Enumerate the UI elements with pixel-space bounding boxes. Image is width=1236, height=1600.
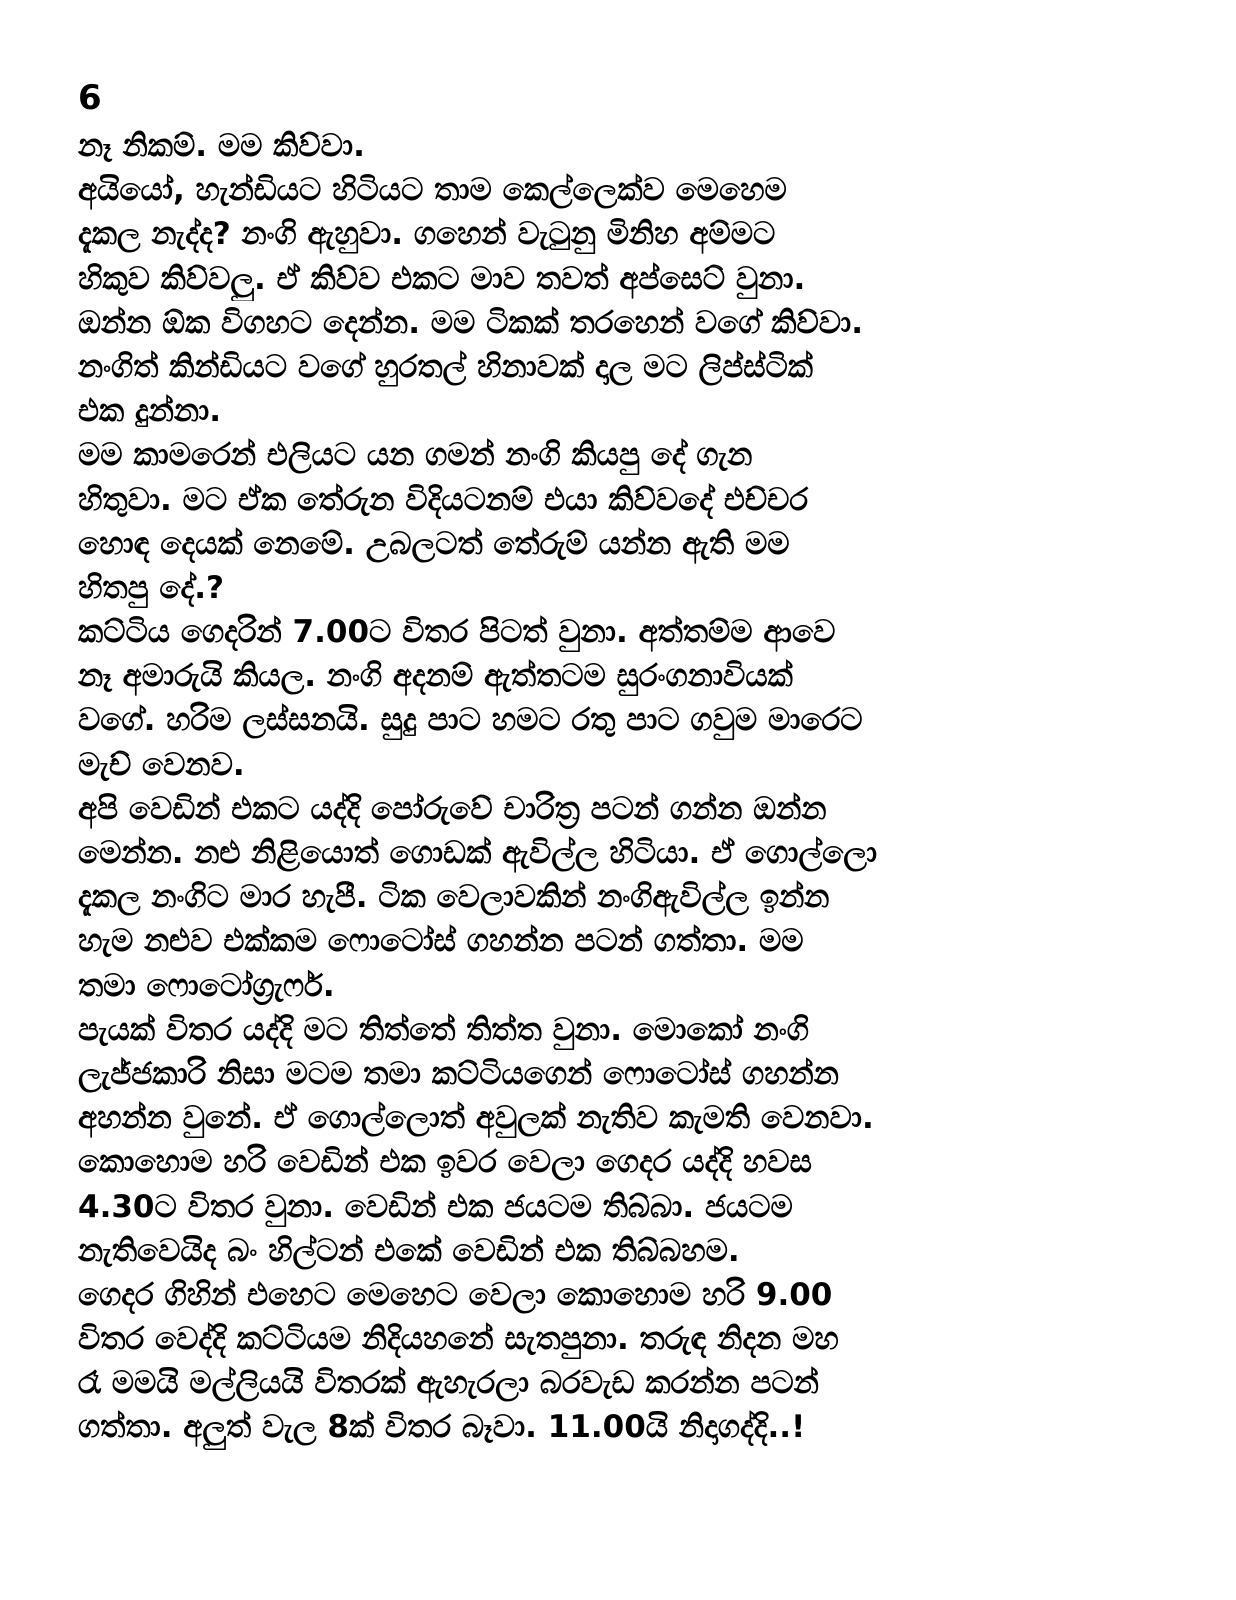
body-text (78, 124, 1158, 1450)
text-line: ඔන්න ඕක විගහට දෙන්න. මම ටිකක් තරහෙන් වගේ කිව්වා. (78, 304, 864, 341)
text-line: වගේ. හරිම ලස්සනයි. සුදු පාට හමට රතු පාට ගවුම මාරෙට (78, 702, 863, 739)
text-line: හිකුව කිව්වලු. ඒ කිව්ව එකට මාව තවත් අප්සෙට් වුනා. (78, 260, 806, 297)
text-line: හොඳ දෙයක් නෙමේ. උබලටත් තේරුම් යන්න ඇති මම (78, 525, 790, 562)
text-line: දැකල නංගිට මාර හැපී. ටික වෙලාවකින් නංගිඇවිල්ල ඉන්න (78, 879, 830, 916)
text-line: හිතපු දේ.? (78, 569, 224, 606)
text-line: දැකල නැද්ද? නංගි ඇහුවා. ගහෙන් වැටුනු මිනිහ අම්මට (78, 216, 776, 253)
text-line: අයියෝ, හැන්ඩියට හිටියට තාම කෙල්ලෙක්ව මෙහෙම (78, 172, 787, 209)
text-line: විතර වෙද්දි කට්ටියම නිදියහනේ සැතපුනා. තරුඳ නිදන මහ (78, 1321, 839, 1358)
text-line: ලැජ්ජකාරි නිසා මටම තමා කට්ටියගෙන් ෆොටෝස් ගහන්න (78, 1055, 839, 1092)
text-line: මැච් වෙනව. (78, 746, 245, 783)
text-line: කොහොම හරි වෙඩින් එක ඉවර වෙලා ගෙදර යද්දි හවස (78, 1144, 812, 1181)
text-line: පැයක් විතර යද්දි මට තිත්තේ තිත්ත වුනා. මොකෝ නංගි (78, 1011, 809, 1048)
text-line: නංගිත් කින්ඩියට වගේ හුරතල් හිනාවක් දාල මට ලිප්ස්ටික් (78, 348, 813, 385)
text-line: 4.30ට විතර වුනා. වෙඩින් එක ජයටම තිබ්බා. ජයටම (78, 1188, 793, 1225)
text-line: එක දුන්නා. (78, 393, 222, 430)
text-line: හැම නළුව එක්කම ෆොටෝස් ගහන්න පටන් ගත්තා. මම (78, 923, 804, 960)
document-page (78, 72, 1158, 1572)
text-line: රෑ මමයි මල්ලියයි විතරක් ඇහැරලා බරවැඩ කරන්න පටන් (78, 1365, 819, 1402)
text-line: තමා ෆොටෝග්‍රැෆර්. (78, 967, 335, 1004)
text-line: අහන්න වුනේ. ඒ ගොල්ලොත් අවුලක් නැතිව කැමති වෙනවා. (78, 1100, 874, 1137)
text-line: ගත්තා. අලුත් වැල 8ක් විතර බෑවා. 11.00යි නිදාගද්දි..! (78, 1409, 806, 1446)
text-line: කට්ටිය ගෙදරින් 7.00ට විතර පිටත් වුනා. අත්තම්ම ආවෙ (78, 614, 836, 651)
text-line: නෑ අමාරුයි කියල. නංගි අදනම් ඇත්තටම සුරංගනාවියක් (78, 658, 793, 695)
text-line: අපි වෙඩින් එකට යද්දි පෝරුවේ චාරිත්‍ර පටන් ගන්න ඔන්න (78, 790, 827, 827)
text-line: නෑ නිකම්. මම කිව්වා. (78, 128, 365, 164)
page-number: 6 (78, 78, 102, 118)
text-line: හිතුවා. මට ඒක තේරුන විදියටනම් එයා කිව්වදේ එච්චර (78, 481, 809, 518)
text-line: නැතිවෙයිද බං හිල්ටන් එකේ වෙඩින් එක තිබ්බහම. (78, 1232, 740, 1269)
text-line: ගෙදර ගිහින් එහෙට මෙහෙට වෙලා කොහොම හරි 9.00 (78, 1276, 833, 1313)
text-line: මම කාමරෙන් එලියට යන ගමන් නංගි කියපු දේ ගැන (78, 437, 753, 474)
text-line: මෙන්න. නළු නිළියොත් ගොඩක් ඇවිල්ල හිටියා. ඒ ගොල්ලො (78, 835, 878, 871)
